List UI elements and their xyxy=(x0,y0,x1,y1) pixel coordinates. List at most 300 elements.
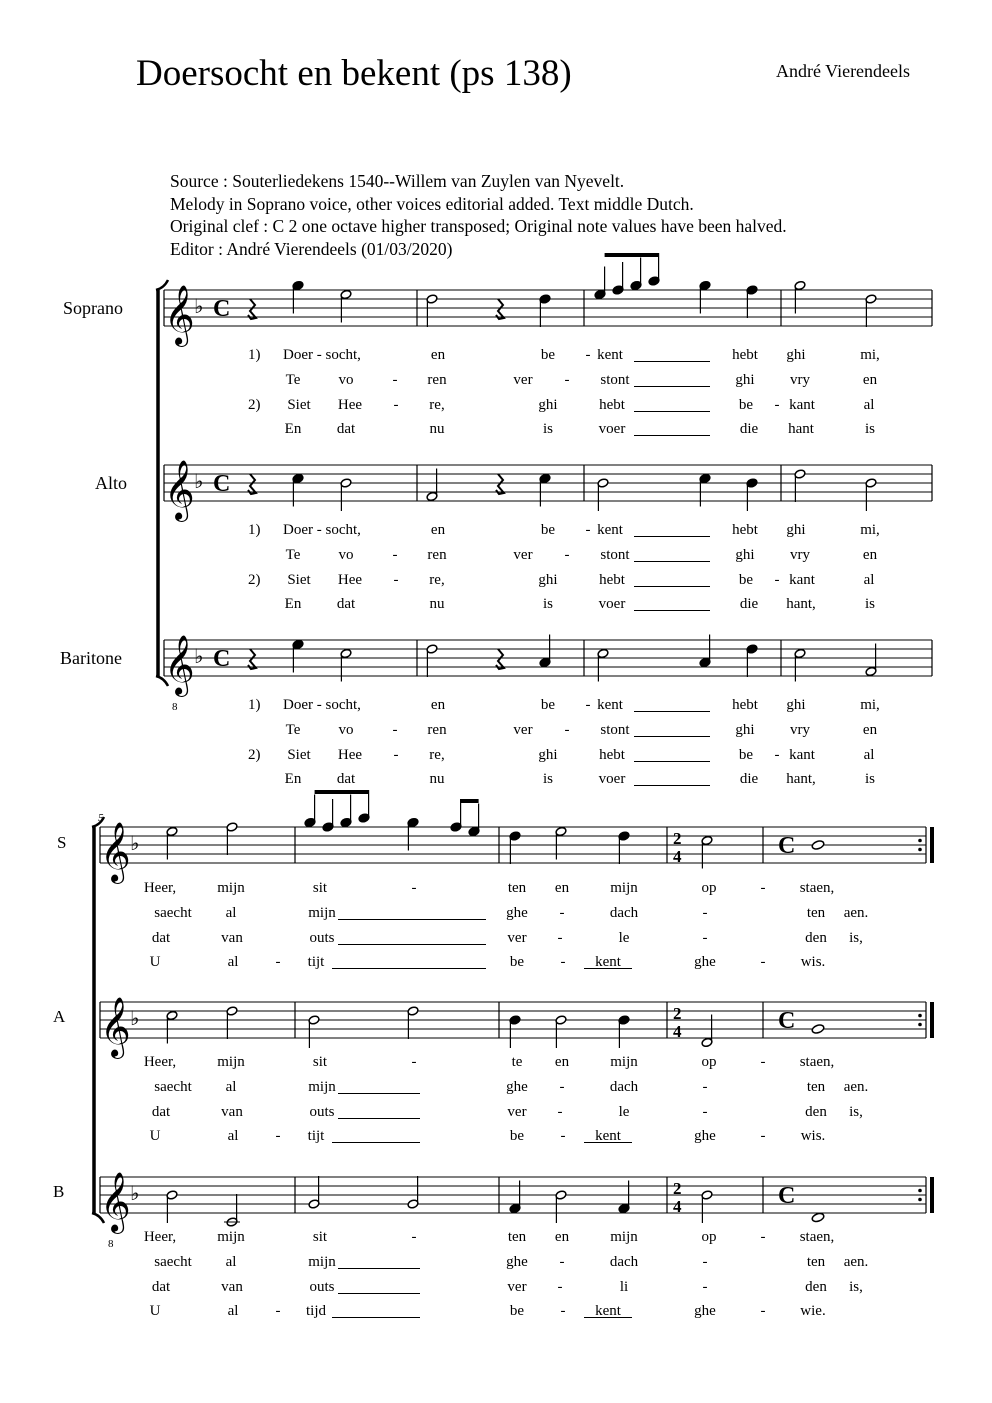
melisma-extender xyxy=(634,586,710,587)
lyric-syllable: - xyxy=(560,1128,566,1145)
voice-name-abbrev: A xyxy=(53,1007,66,1026)
time-signature-2-4: 2 xyxy=(673,1179,682,1198)
lyric-syllable: - xyxy=(557,1103,563,1120)
lyric-syllable: - xyxy=(411,1229,417,1245)
melisma-extender xyxy=(634,411,710,412)
common-time-signature: C xyxy=(213,296,231,322)
lyric-syllable: U xyxy=(149,954,161,971)
lyric-syllable: en xyxy=(430,347,446,363)
lyric-syllable: Siet xyxy=(287,396,311,413)
lyric-syllable: - xyxy=(760,1054,766,1070)
time-signature-2-4: 4 xyxy=(673,1197,682,1216)
lyric-syllable: saecht xyxy=(154,1253,192,1270)
lyric-syllable: aen. xyxy=(843,904,869,921)
lyric-syllable: ten xyxy=(806,1078,826,1095)
lyric-syllable: en xyxy=(554,1229,570,1245)
lyric-syllable: al xyxy=(227,954,239,971)
lyric-syllable: mijn xyxy=(610,1229,638,1245)
lyric-syllable: te xyxy=(511,1054,523,1070)
lyric-syllable: Te xyxy=(285,721,301,738)
lyric-syllable: be xyxy=(738,571,754,588)
lyric-syllable: re, xyxy=(429,571,445,588)
lyric-syllable: Doer - socht, xyxy=(283,347,361,363)
lyric-syllable: al xyxy=(227,1303,239,1320)
lyric-syllable: wie. xyxy=(800,1303,826,1320)
whole-note xyxy=(811,840,825,851)
lyric-syllable: saecht xyxy=(154,1078,192,1095)
lyric-syllable: mijn xyxy=(217,880,245,896)
common-time-signature: C xyxy=(213,646,231,672)
lyric-syllable: - xyxy=(560,954,566,971)
melisma-extender xyxy=(584,1317,632,1318)
lyric-syllable: is xyxy=(542,596,554,613)
lyric-syllable: - xyxy=(560,1303,566,1320)
lyric-syllable: mijn xyxy=(308,1078,336,1095)
melisma-extender xyxy=(634,736,710,737)
lyric-syllable: Heer, xyxy=(143,1054,177,1070)
lyric-syllable: tijd xyxy=(305,1303,327,1320)
lyric-syllable: dat xyxy=(151,1278,171,1295)
treble-clef: 𝄞 xyxy=(100,822,131,882)
lyric-syllable: dach xyxy=(609,904,639,921)
lyric-syllable: mijn xyxy=(217,1054,245,1070)
treble-clef: 𝄞 xyxy=(164,285,195,345)
lyric-syllable: hebt xyxy=(599,396,625,413)
lyric-syllable: nu xyxy=(429,421,445,438)
lyric-syllable: tijt xyxy=(307,1128,325,1145)
lyric-syllable: ghe xyxy=(694,954,716,971)
lyric-syllable: hebt xyxy=(732,697,758,713)
lyric-syllable: ghe xyxy=(694,1128,716,1145)
lyric-syllable: stont xyxy=(600,721,630,738)
lyric-syllable: - xyxy=(392,721,398,738)
melisma-extender xyxy=(338,919,486,920)
flat-key-signature: ♭ xyxy=(194,644,204,668)
lyric-syllable: - xyxy=(585,697,591,713)
quarter-rest xyxy=(248,299,256,319)
lyric-syllable: kent xyxy=(595,1303,621,1320)
lyric-syllable: voer xyxy=(598,596,626,613)
lyric-syllable: al xyxy=(225,1078,237,1095)
lyric-syllable: al xyxy=(863,396,875,413)
lyric-syllable: is, xyxy=(849,929,863,946)
whole-note xyxy=(811,1024,825,1035)
lyric-syllable: vo xyxy=(338,546,354,563)
common-time-signature: C xyxy=(778,1183,796,1209)
lyric-syllable: ghi xyxy=(735,721,755,738)
lyric-syllable: mijn xyxy=(308,1253,336,1270)
repeat-dot xyxy=(918,848,922,852)
lyric-syllable: - xyxy=(275,954,281,971)
melisma-extender xyxy=(634,561,710,562)
lyric-syllable: ren xyxy=(427,546,447,563)
lyric-syllable: Doer - socht, xyxy=(283,522,361,538)
lyric-syllable: ten xyxy=(806,904,826,921)
lyric-syllable: wis. xyxy=(800,1128,826,1145)
lyric-syllable: mijn xyxy=(610,1054,638,1070)
treble-clef: 𝄞 xyxy=(164,635,195,695)
lyric-syllable: kant xyxy=(789,396,815,413)
lyric-syllable: op xyxy=(701,880,717,896)
lyric-syllable: die xyxy=(739,596,759,613)
melisma-extender xyxy=(634,761,710,762)
lyric-syllable: is xyxy=(864,596,876,613)
lyric-syllable: - xyxy=(702,904,708,921)
whole-note xyxy=(811,1212,825,1223)
lyric-syllable: ghi xyxy=(786,522,806,538)
lyric-syllable: mijn xyxy=(217,1229,245,1245)
lyric-syllable: - xyxy=(760,1303,766,1320)
lyric-syllable: en xyxy=(554,1054,570,1070)
lyric-syllable: - xyxy=(393,396,399,413)
lyric-syllable: - xyxy=(275,1303,281,1320)
lyric-syllable: - xyxy=(564,546,570,563)
lyric-syllable: - xyxy=(559,1253,565,1270)
lyric-syllable: aen. xyxy=(843,1253,869,1270)
voice-name-abbrev: B xyxy=(53,1182,65,1201)
lyric-syllable: die xyxy=(739,421,759,438)
lyric-syllable: En xyxy=(284,596,302,613)
lyric-syllable: staen, xyxy=(799,880,835,896)
melisma-extender xyxy=(584,1142,632,1143)
lyric-syllable: re, xyxy=(429,396,445,413)
octave-8-marker: 8 xyxy=(108,1238,114,1250)
lyric-syllable: - xyxy=(564,371,570,388)
lyric-syllable: vry xyxy=(790,371,810,388)
lyric-syllable: ten xyxy=(806,1253,826,1270)
treble-clef: 𝄞 xyxy=(164,460,195,520)
quarter-rest xyxy=(496,299,504,319)
lyric-syllable: sit xyxy=(312,1054,328,1070)
flat-key-signature: ♭ xyxy=(130,831,140,855)
lyric-syllable: voer xyxy=(598,771,626,788)
lyric-syllable: staen, xyxy=(799,1229,835,1245)
lyric-syllable: al xyxy=(863,746,875,763)
voice-name: Baritone xyxy=(60,648,122,668)
melisma-extender xyxy=(634,711,710,712)
lyric-syllable: - xyxy=(393,571,399,588)
lyric-syllable: - xyxy=(702,929,708,946)
lyric-syllable: - xyxy=(275,1128,281,1145)
lyric-syllable: be xyxy=(738,746,754,763)
common-time-signature: C xyxy=(213,471,231,497)
lyric-syllable: kant xyxy=(789,746,815,763)
lyric-syllable: Hee xyxy=(337,746,363,763)
lyric-syllable: is, xyxy=(849,1278,863,1295)
lyric-syllable: hebt xyxy=(732,347,758,363)
melisma-extender xyxy=(634,536,710,537)
lyric-syllable: - xyxy=(760,954,766,971)
lyric-syllable: die xyxy=(739,771,759,788)
lyric-syllable: be xyxy=(540,697,556,713)
repeat-dot xyxy=(918,1023,922,1027)
lyric-syllable: ten xyxy=(507,880,527,896)
lyric-syllable: kent xyxy=(595,1128,621,1145)
lyric-syllable: tijt xyxy=(307,954,325,971)
lyric-syllable: - xyxy=(559,1078,565,1095)
flat-key-signature: ♭ xyxy=(130,1006,140,1030)
lyric-syllable: Doer - socht, xyxy=(283,697,361,713)
lyric-syllable: al xyxy=(863,571,875,588)
flat-key-signature: ♭ xyxy=(194,469,204,493)
melisma-extender xyxy=(338,1268,420,1269)
lyric-syllable: nu xyxy=(429,596,445,613)
lyric-syllable: En xyxy=(284,421,302,438)
lyric-syllable: is xyxy=(864,771,876,788)
melisma-extender xyxy=(634,785,710,786)
melisma-extender xyxy=(332,1317,420,1318)
lyric-syllable: - xyxy=(585,347,591,363)
lyric-syllable: - xyxy=(702,1103,708,1120)
lyric-syllable: Heer, xyxy=(143,1229,177,1245)
lyric-syllable: ghi xyxy=(786,347,806,363)
lyric-syllable: en xyxy=(862,721,878,738)
lyric-syllable: be xyxy=(509,1128,525,1145)
quarter-rest xyxy=(496,474,504,494)
lyric-syllable: stont xyxy=(600,546,630,563)
lyric-syllable: - xyxy=(557,1278,563,1295)
lyric-syllable: hebt xyxy=(599,746,625,763)
lyric-syllable: al xyxy=(225,904,237,921)
lyric-syllable: aen. xyxy=(843,1078,869,1095)
lyric-syllable: ver xyxy=(513,371,533,388)
lyric-syllable: be xyxy=(540,522,556,538)
treble-clef: 𝄞 xyxy=(100,997,131,1057)
lyric-syllable: dat xyxy=(151,1103,171,1120)
flat-key-signature: ♭ xyxy=(194,294,204,318)
lyric-syllable: hant xyxy=(788,421,814,438)
melisma-extender xyxy=(634,361,710,362)
common-time-signature: C xyxy=(778,833,796,859)
lyric-syllable: vry xyxy=(790,546,810,563)
lyric-syllable: ghi xyxy=(538,571,558,588)
lyric-syllable: outs xyxy=(309,929,335,946)
lyric-syllable: ver xyxy=(513,721,533,738)
melisma-extender xyxy=(634,435,710,436)
lyric-syllable: Hee xyxy=(337,571,363,588)
lyric-syllable: Siet xyxy=(287,746,311,763)
lyric-syllable: dat xyxy=(336,421,356,438)
lyric-syllable: sit xyxy=(312,880,328,896)
lyric-syllable: kent xyxy=(595,954,621,971)
lyric-syllable: ren xyxy=(427,721,447,738)
measure-number: 5 xyxy=(98,812,104,824)
lyric-syllable: nu xyxy=(429,771,445,788)
flat-key-signature: ♭ xyxy=(130,1181,140,1205)
lyric-syllable: ghe xyxy=(694,1303,716,1320)
lyric-syllable: kent xyxy=(597,347,623,363)
lyric-syllable: - xyxy=(557,929,563,946)
lyric-syllable: hebt xyxy=(599,571,625,588)
lyric-syllable: - xyxy=(564,721,570,738)
lyric-syllable: ver xyxy=(507,929,527,946)
lyric-syllable: en xyxy=(862,371,878,388)
lyric-syllable: staen, xyxy=(799,1054,835,1070)
lyric-syllable: den xyxy=(805,929,827,946)
lyric-syllable: be xyxy=(509,1303,525,1320)
stanza-number: 1) xyxy=(248,697,261,713)
melisma-extender xyxy=(584,968,632,969)
melisma-extender xyxy=(332,1142,420,1143)
stanza-number: 1) xyxy=(248,522,261,538)
lyric-syllable: ghe xyxy=(506,1078,528,1095)
lyric-syllable: - xyxy=(702,1078,708,1095)
lyric-syllable: ghi xyxy=(538,746,558,763)
repeat-dot xyxy=(918,839,922,843)
melody-line: Melody in Soprano voice, other voices editorial added. Text middle Dutch. xyxy=(170,193,694,214)
lyric-syllable: dach xyxy=(609,1253,639,1270)
lyric-syllable: den xyxy=(805,1278,827,1295)
lyric-syllable: U xyxy=(149,1128,161,1145)
lyric-syllable: dat xyxy=(336,771,356,788)
lyric-syllable: ver xyxy=(513,546,533,563)
lyric-syllable: den xyxy=(805,1103,827,1120)
lyric-syllable: le xyxy=(618,1103,630,1120)
lyric-syllable: - xyxy=(392,371,398,388)
lyric-syllable: outs xyxy=(309,1278,335,1295)
lyric-syllable: En xyxy=(284,771,302,788)
quarter-rest xyxy=(248,474,256,494)
lyric-syllable: Te xyxy=(285,371,301,388)
lyric-syllable: en xyxy=(554,880,570,896)
lyric-syllable: vo xyxy=(338,371,354,388)
source-line: Source : Souterliedekens 1540--Willem van Zuylen van Nyevelt. xyxy=(170,171,625,191)
treble-clef: 𝄞 xyxy=(100,1172,131,1232)
lyric-syllable: van xyxy=(221,1103,243,1120)
lyric-syllable: - xyxy=(760,1229,766,1245)
lyric-syllable: is xyxy=(864,421,876,438)
quarter-rest xyxy=(248,649,256,669)
common-time-signature: C xyxy=(778,1008,796,1034)
lyric-syllable: van xyxy=(221,929,243,946)
lyric-syllable: - xyxy=(559,904,565,921)
score-title: Doersocht en bekent (ps 138) xyxy=(136,53,572,94)
lyric-syllable: - xyxy=(774,746,780,763)
lyric-syllable: Hee xyxy=(337,396,363,413)
lyric-syllable: is xyxy=(542,771,554,788)
lyric-syllable: is, xyxy=(849,1103,863,1120)
lyric-syllable: Te xyxy=(285,546,301,563)
repeat-dot xyxy=(918,1189,922,1193)
repeat-dot xyxy=(918,1198,922,1202)
lyric-syllable: ghe xyxy=(506,1253,528,1270)
melisma-extender xyxy=(332,968,486,969)
melisma-extender xyxy=(338,1118,420,1119)
lyric-syllable: - xyxy=(774,571,780,588)
lyric-syllable: ghi xyxy=(735,546,755,563)
lyric-syllable: be xyxy=(509,954,525,971)
lyric-syllable: ghi xyxy=(786,697,806,713)
lyric-syllable: Heer, xyxy=(143,880,177,896)
repeat-dot xyxy=(918,1014,922,1018)
lyric-syllable: stont xyxy=(600,371,630,388)
lyric-syllable: mi, xyxy=(860,697,880,713)
lyric-syllable: - xyxy=(702,1278,708,1295)
lyric-syllable: saecht xyxy=(154,904,192,921)
time-signature-2-4: 2 xyxy=(673,829,682,848)
stanza-number: 2) xyxy=(248,396,261,413)
lyric-syllable: ghe xyxy=(506,904,528,921)
lyric-syllable: - xyxy=(702,1253,708,1270)
lyric-syllable: dach xyxy=(609,1078,639,1095)
lyric-syllable: op xyxy=(701,1054,717,1070)
lyric-syllable: be xyxy=(540,347,556,363)
lyric-syllable: vo xyxy=(338,721,354,738)
lyric-syllable: ten xyxy=(507,1229,527,1245)
lyric-syllable: sit xyxy=(312,1229,328,1245)
voice-name-abbrev: S xyxy=(57,833,67,852)
lyric-syllable: outs xyxy=(309,1103,335,1120)
time-signature-2-4: 4 xyxy=(673,1022,682,1041)
lyric-syllable: mijn xyxy=(308,904,336,921)
lyric-syllable: ver xyxy=(507,1103,527,1120)
melisma-extender xyxy=(634,386,710,387)
voice-name: Alto xyxy=(95,473,128,493)
lyric-syllable: - xyxy=(392,546,398,563)
lyric-syllable: mijn xyxy=(610,880,638,896)
lyric-syllable: ver xyxy=(507,1278,527,1295)
melisma-extender xyxy=(338,1093,420,1094)
lyric-syllable: van xyxy=(221,1278,243,1295)
lyric-syllable: li xyxy=(619,1278,629,1295)
lyric-syllable: - xyxy=(393,746,399,763)
lyric-syllable: al xyxy=(225,1253,237,1270)
lyric-syllable: hebt xyxy=(732,522,758,538)
lyric-syllable: en xyxy=(862,546,878,563)
melisma-extender xyxy=(338,1293,420,1294)
lyric-syllable: is xyxy=(542,421,554,438)
clef-line: Original clef : C 2 one octave higher transposed; Original note values have been halved. xyxy=(170,216,787,236)
octave-8-marker: 8 xyxy=(172,701,178,713)
stanza-number: 2) xyxy=(248,746,261,763)
lyric-syllable: mi, xyxy=(860,522,880,538)
composer-name: André Vierendeels xyxy=(776,61,911,81)
time-signature-2-4: 2 xyxy=(673,1004,682,1023)
stanza-number: 1) xyxy=(248,347,261,363)
stanza-number: 2) xyxy=(248,571,261,588)
lyric-syllable: kent xyxy=(597,697,623,713)
melisma-extender xyxy=(634,610,710,611)
voice-name: Soprano xyxy=(63,298,123,318)
lyric-syllable: - xyxy=(411,880,417,896)
lyric-syllable: wis. xyxy=(800,954,826,971)
lyric-syllable: le xyxy=(618,929,630,946)
lyric-syllable: en xyxy=(430,522,446,538)
lyric-syllable: voer xyxy=(598,421,626,438)
lyric-syllable: ghi xyxy=(735,371,755,388)
lyric-syllable: kent xyxy=(597,522,623,538)
lyric-syllable: hant, xyxy=(786,771,816,788)
lyric-syllable: dat xyxy=(151,929,171,946)
lyric-syllable: - xyxy=(760,1128,766,1145)
quarter-rest xyxy=(496,649,504,669)
lyric-syllable: kant xyxy=(789,571,815,588)
lyric-syllable: al xyxy=(227,1128,239,1145)
lyric-syllable: dat xyxy=(336,596,356,613)
lyric-syllable: op xyxy=(701,1229,717,1245)
melisma-extender xyxy=(338,944,486,945)
lyric-syllable: ghi xyxy=(538,396,558,413)
editor-line: Editor : André Vierendeels (01/03/2020) xyxy=(170,238,453,259)
lyric-syllable: - xyxy=(774,396,780,413)
lyric-syllable: hant, xyxy=(786,596,816,613)
lyric-syllable: vry xyxy=(790,721,810,738)
lyric-syllable: be xyxy=(738,396,754,413)
lyric-syllable: - xyxy=(585,522,591,538)
time-signature-2-4: 4 xyxy=(673,847,682,866)
lyric-syllable: Siet xyxy=(287,571,311,588)
lyric-syllable: en xyxy=(430,697,446,713)
